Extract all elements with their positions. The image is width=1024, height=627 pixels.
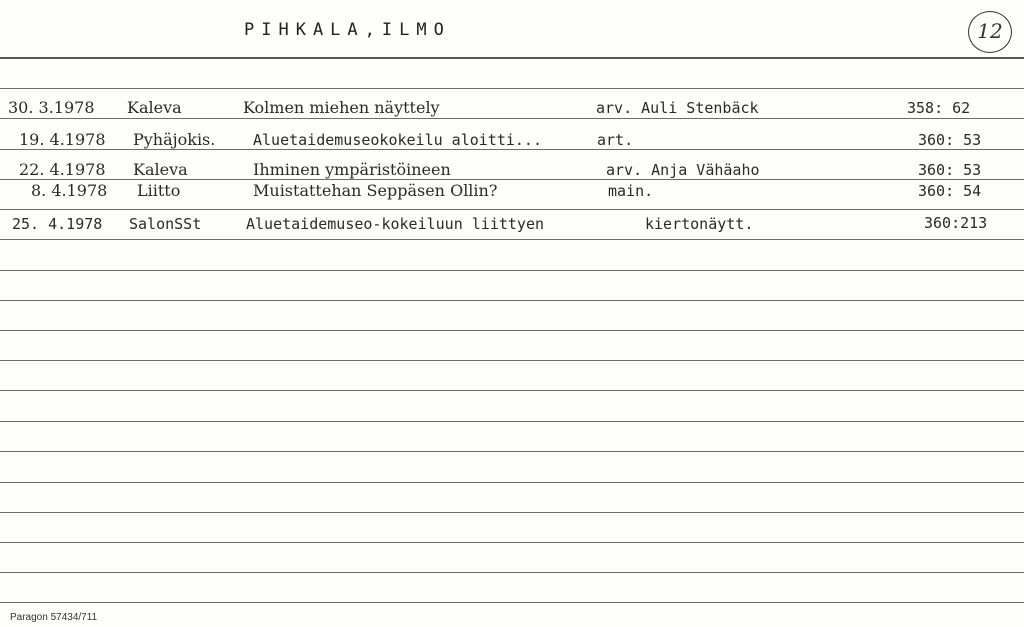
ruled-line [0,482,1024,483]
entry-source: Liitto [137,181,181,200]
entry-ref: 358: 62 [907,99,971,117]
entry-note: art. [597,131,634,149]
ruled-line [0,572,1024,573]
ruled-line [0,390,1024,391]
entry-date: 8. 4.1978 [31,181,108,200]
entry-ref: 360: 53 [918,161,982,179]
entry-title: Kolmen miehen näyttely [243,98,440,117]
ruled-line [0,512,1024,513]
ruled-line [0,360,1024,361]
ruled-line [0,421,1024,422]
ruled-line [0,330,1024,331]
entry-source: Kaleva [127,98,182,117]
ruled-line [0,270,1024,271]
ruled-line [0,542,1024,543]
entry-title: Aluetaidemuseokokeilu aloitti... [253,131,542,149]
entry-date: 30. 3.1978 [8,98,95,117]
entry-title: Muistattehan Seppäsen Ollin? [253,181,498,200]
card-title: PIHKALA,ILMO [244,20,451,40]
entry-ref: 360:213 [924,214,988,232]
entry-note: main. [608,182,654,200]
entry-source: Pyhäjokis. [133,130,216,149]
entry-ref: 360: 54 [918,182,982,200]
entry-date: 22. 4.1978 [19,160,106,179]
entry-title: Ihminen ympäristöineen [253,160,451,179]
ruled-line [0,149,1024,150]
ruled-line [0,451,1024,452]
card-number-circle [968,11,1012,53]
entry-note: kiertonäytt. [645,215,754,233]
ruled-line [0,300,1024,301]
entry-title: Aluetaidemuseo-kokeiluun liittyen [246,215,545,233]
entry-source: SalonSSt [129,215,202,233]
entry-ref: 360: 53 [918,131,982,149]
entry-date: 25. 4.1978 [12,215,103,233]
printer-imprint: Paragon 57434/711 [10,612,98,623]
entry-date: 19. 4.1978 [19,130,106,149]
ruled-line [0,239,1024,240]
entry-source: Kaleva [133,160,188,179]
ruled-line [0,209,1024,210]
header-rule [0,57,1024,59]
entry-note: arv. Anja Vähäaho [606,161,760,179]
ruled-line [0,602,1024,603]
entry-note: arv. Auli Stenbäck [596,99,759,117]
card-number: 12 [977,19,1003,43]
ruled-line [0,179,1024,180]
ruled-line [0,88,1024,89]
ruled-line [0,118,1024,119]
